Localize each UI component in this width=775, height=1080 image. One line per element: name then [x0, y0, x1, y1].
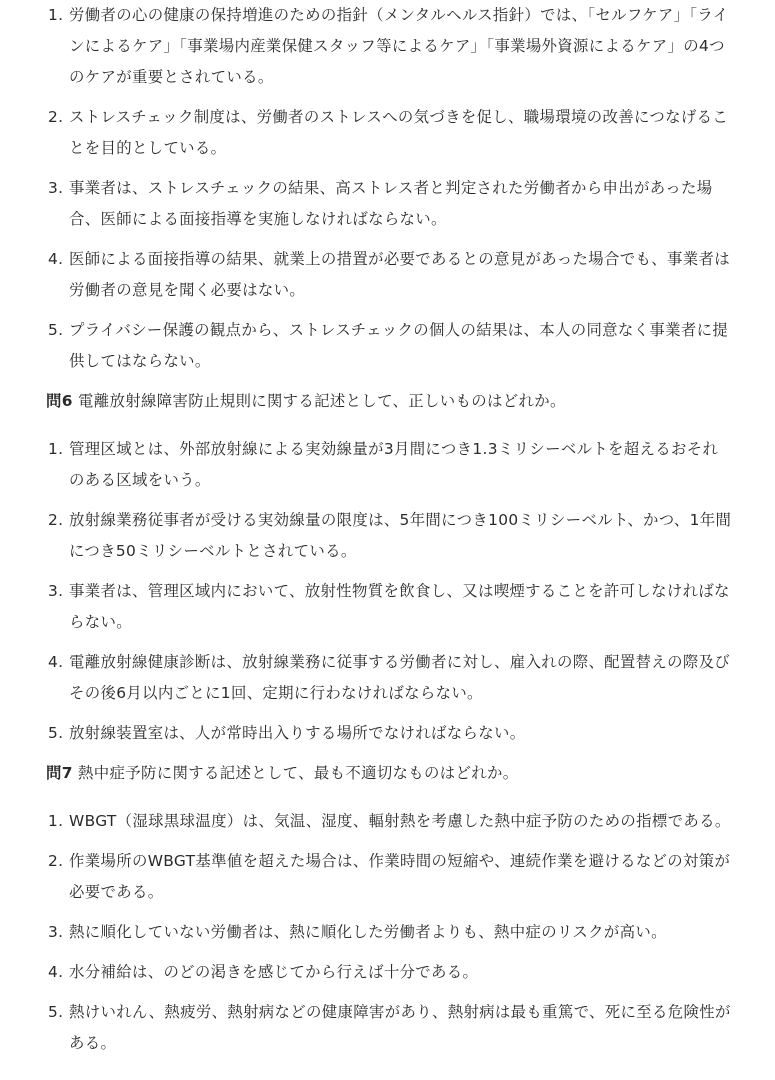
question-text: 電離放射線障害防止規則に関する記述として、正しいものはどれか。: [72, 392, 566, 410]
item-text: 電離放射線健康診断は、放射線業務に従事する労働者に対し、雇入れの際、配置替えの際及びその後6月以内ごとに1回、定期に行わなければならない。: [69, 653, 731, 702]
question-7-heading: [46, 758, 733, 789]
item-text: プライバシー保護の観点から、ストレスチェックの個人の結果は、本人の同意なく事業者に提供してはならない。: [69, 321, 729, 370]
item-number: 5.: [48, 1003, 64, 1021]
item-text: 水分補給は、のどの渇きを感じてから行えば十分である。: [69, 963, 479, 981]
list-item: [48, 173, 733, 235]
list-item: [48, 718, 733, 749]
item-number: 5.: [48, 321, 64, 339]
item-text: WBGT（湿球黒球温度）は、気温、湿度、輻射熱を考慮した熱中症予防のための指標である。: [69, 812, 731, 830]
item-text: 管理区域とは、外部放射線による実効線量が3月間につき1.3ミリシーベルトを超えるおそれのある区域をいう。: [69, 440, 719, 489]
list-item: [48, 102, 733, 164]
item-number: 3.: [48, 179, 64, 197]
item-number: 3.: [48, 923, 64, 941]
question-number: 問6: [46, 392, 73, 410]
item-text: 医師による面接指導の結果、就業上の措置が必要であるとの意見があった場合でも、事業者は労働者の意見を聞く必要はない。: [69, 250, 730, 299]
item-number: 1.: [48, 6, 64, 24]
list-item: [48, 434, 733, 496]
item-number: 4.: [48, 653, 64, 671]
item-text: 事業者は、ストレスチェックの結果、高ストレス者と判定された労働者から申出があった場合、医師による面接指導を実施しなければならない。: [69, 179, 713, 228]
list-item: [48, 806, 733, 837]
item-text: 事業者は、管理区域内において、放射性物質を飲食し、又は喫煙することを許可しなければならない。: [69, 582, 730, 631]
list-item: [48, 505, 733, 567]
question-6-heading: [46, 386, 733, 417]
list-item: [48, 846, 733, 908]
list-item: [48, 315, 733, 377]
list-item: [48, 0, 733, 93]
list-item: [48, 244, 733, 306]
item-number: 2.: [48, 511, 64, 529]
item-number: 4.: [48, 250, 64, 268]
item-number: 4.: [48, 963, 64, 981]
list-item: [48, 576, 733, 638]
item-number: 1.: [48, 440, 64, 458]
item-text: 放射線業務従事者が受ける実効線量の限度は、5年間につき100ミリシーベルト、かつ、1年間につき50ミリシーベルトとされている。: [69, 511, 732, 560]
item-number: 5.: [48, 724, 64, 742]
item-text: 熱けいれん、熱疲労、熱射病などの健康障害があり、熱射病は最も重篤で、死に至る危険性がある。: [69, 1003, 731, 1052]
list-item: [48, 917, 733, 948]
item-text: 熱に順化していない労働者は、熱に順化した労働者よりも、熱中症のリスクが高い。: [69, 923, 667, 941]
item-number: 1.: [48, 812, 64, 830]
item-text: 作業場所のWBGT基準値を超えた場合は、作業時間の短縮や、連続作業を避けるなどの対策が必要である。: [69, 852, 731, 901]
question-7-options: [48, 806, 733, 1059]
question-text: 熱中症予防に関する記述として、最も不適切なものはどれか。: [72, 764, 519, 782]
question-6-options: [48, 434, 733, 749]
list-item: [48, 647, 733, 709]
question-number: 問7: [46, 764, 73, 782]
previous-question-options: [48, 0, 733, 377]
item-text: 労働者の心の健康の保持増進のための指針（メンタルヘルス指針）では、「セルフケア」「ラインによるケア」「事業場内産業保健スタッフ等によるケア」「事業場外資源によるケア」の4つのケアが重要とされている。: [69, 6, 729, 86]
item-text: 放射線装置室は、人が常時出入りする場所でなければならない。: [69, 724, 526, 742]
item-number: 2.: [48, 108, 64, 126]
list-item: [48, 957, 733, 988]
list-item: [48, 997, 733, 1059]
item-text: ストレスチェック制度は、労働者のストレスへの気づきを促し、職場環境の改善につなげることを目的としている。: [69, 108, 729, 157]
item-number: 3.: [48, 582, 64, 600]
item-number: 2.: [48, 852, 64, 870]
